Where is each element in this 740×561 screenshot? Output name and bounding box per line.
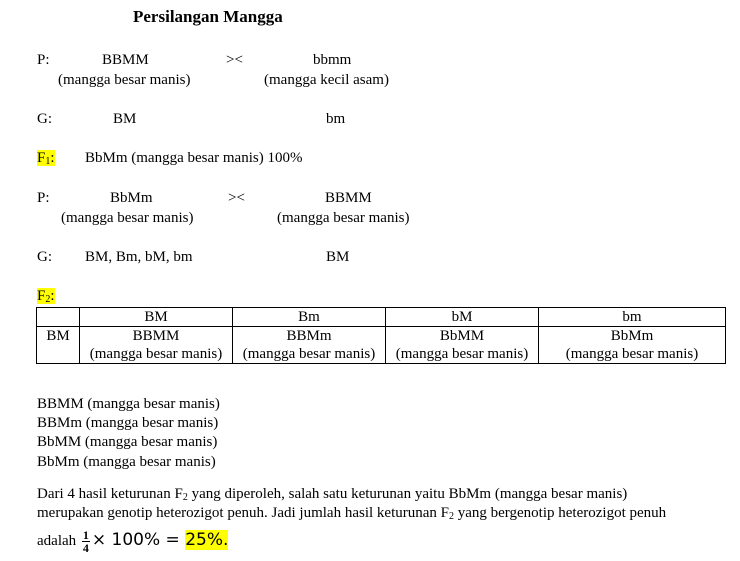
gamete2: bm (326, 111, 346, 127)
parent2-genotype: bbmm (313, 52, 352, 68)
cross-symbol-2: >< (228, 190, 245, 206)
conclusion-line-3: adalah $\frac{1}{4}$ × 100% = 25%. (37, 528, 229, 556)
p-label: P: (37, 52, 50, 68)
parent1-genotype: BBMM (102, 52, 149, 68)
fraction: $\frac{1}{4}$ (82, 528, 89, 556)
cell-genotype: BbMM (439, 328, 485, 344)
parent1-description-2: (mangga besar manis) (61, 210, 194, 226)
f1-result: BbMm (mangga besar manis) 100% (85, 150, 303, 166)
column-header: bM (386, 308, 539, 327)
parent2-description-2: (mangga besar manis) (277, 210, 410, 226)
cell-description: (mangga besar manis) (89, 346, 223, 362)
row-header: BM (37, 327, 80, 364)
conclusion-line-2: merupakan genotip heterozigot penuh. Jadi jumlah hasil keturunan $F_2$ yang bergenotip heterozigot penuh (37, 505, 667, 522)
p-label-2: P: (37, 190, 50, 206)
cell-description: (mangga besar manis) (242, 346, 376, 362)
f2-label: $F_2$: (37, 288, 55, 305)
f1-label: $F_1$: (37, 150, 55, 167)
parent2-description: (mangga kecil asam) (264, 72, 389, 88)
column-header: bm (539, 308, 726, 327)
cross-symbol: >< (226, 52, 243, 68)
result-item: BbMM (mangga besar manis) (37, 434, 218, 450)
column-header: Bm (233, 308, 386, 327)
parent2-genotype-2: BBMM (325, 190, 372, 206)
result-item: BbMm (mangga besar manis) (37, 454, 216, 470)
gamete2-2: BM (326, 249, 350, 265)
table-cell (80, 327, 233, 364)
cell-description: (mangga besar manis) (565, 346, 699, 362)
table-cell (386, 327, 539, 364)
conclusion-line-1: Dari 4 hasil keturunan $F_2$ yang diperoleh, salah satu keturunan yaitu BbMm (mangga besar manis) (37, 486, 628, 503)
column-header: BM (80, 308, 233, 327)
table-cell (539, 327, 726, 364)
g-label-2: G: (37, 249, 52, 265)
gamete1-2: BM, Bm, bM, bm (85, 249, 193, 265)
g-label: G: (37, 111, 52, 127)
cell-genotype: BBMm (286, 328, 332, 344)
parent1-genotype-2: BbMm (110, 190, 153, 206)
final-result: 25%. (185, 530, 229, 550)
parent1-description: (mangga besar manis) (58, 72, 191, 88)
cell-genotype: BbMm (610, 328, 654, 344)
table-corner (37, 308, 80, 327)
table-row (37, 327, 726, 364)
cell-genotype: BBMM (132, 328, 180, 344)
table-cell (233, 327, 386, 364)
result-item: BBMM (mangga besar manis) (37, 396, 220, 412)
gamete1: BM (113, 111, 137, 127)
cell-description: (mangga besar manis) (395, 346, 529, 362)
table-header-row (37, 308, 726, 327)
punnett-square (36, 307, 726, 364)
page-title: Persilangan Mangga (133, 7, 283, 26)
result-item: BBMm (mangga besar manis) (37, 415, 219, 431)
